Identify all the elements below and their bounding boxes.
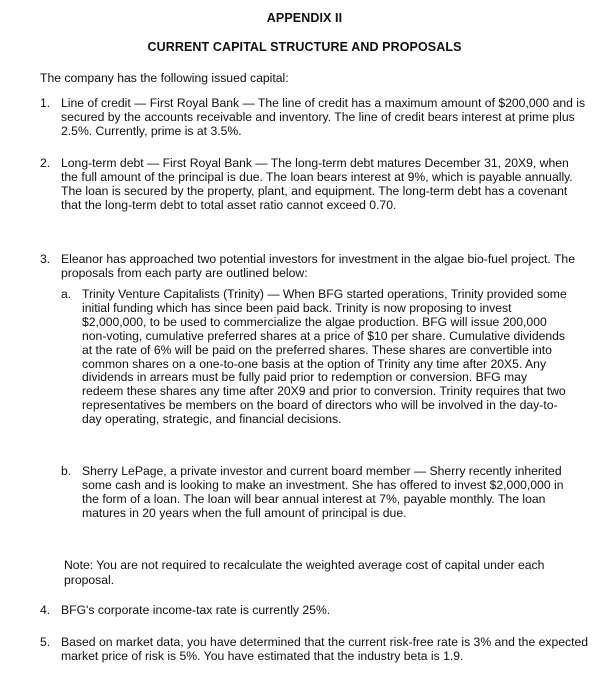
- appendix-subtitle: CURRENT CAPITAL STRUCTURE AND PROPOSALS: [147, 40, 462, 54]
- item-text: Eleanor has approached two potential investors for investment in the algae bio-fuel project. The proposals from each party are outlined below:: [61, 252, 575, 280]
- appendix-title: APPENDIX II: [266, 11, 343, 25]
- item-number: 1.: [40, 96, 51, 110]
- wacc-note: Note: You are not required to recalculate the weighted average cost of capital under each proposal.: [64, 558, 545, 587]
- item-number: 2.: [40, 156, 51, 170]
- subitem-label: b.: [61, 464, 72, 478]
- item-text: BFG's corporate income-tax rate is currently 25%.: [61, 603, 331, 617]
- subitem-label: a.: [61, 287, 72, 301]
- subitem-text: Sherry LePage, a private investor and current board member — Sherry recently inherited some cash and is looking to make an investment. She has offered to invest $2,000,000 in the form of a loan. The loan will bear annual interest at 7%, payable monthly. The loan matures in 20 years when the full amount of principal is due.: [82, 464, 564, 520]
- subitem-text: Trinity Venture Capitalists (Trinity) — When BFG started operations, Trinity provided some initial funding which has since been paid back. Trinity is now proposing to invest $2,000,000, to be used to commercialize the algae production. BFG will issue 200,000 non-voting, cumulative preferred shares at a price of $10 per share. Cumulative dividends at the rate of 6% will be paid on the preferred shares. These shares are convertible into common shares on a one-to-one basis at the option of Trinity any time after 20X5. Any dividends in arrears must be fully paid prior to redemption or conversion. BFG may redeem these shares any time after 20X9 and prior to conversion. Trinity requires that two representatives be members on the board of directors who will be involved in the day-to-day operating, strategic, and financial decisions.: [82, 287, 567, 427]
- intro-text: The company has the following issued capital:: [40, 71, 289, 85]
- item-number: 5.: [40, 635, 51, 649]
- item-text: Long-term debt — First Royal Bank — The long-term debt matures December 31, 20X9, when the full amount of the principal is due. The loan bears interest at 9%, which is payable annually. The loan is secured by the property, plant, and equipment. The long-term debt has a covenant that the long-term debt to total asset ratio cannot exceed 0.70.: [61, 156, 573, 212]
- item-text: Based on market data, you have determined that the current risk-free rate is 3% and the expected market price of risk is 5%. You have estimated that the industry beta is 1.9.: [61, 635, 589, 663]
- item-number: 3.: [40, 252, 51, 266]
- item-text: Line of credit — First Royal Bank — The line of credit has a maximum amount of $200,000 and is secured by the accounts receivable and inventory. The line of credit bears interest at prime plus 2.5%. Currently, prime is at 3.5%.: [61, 96, 586, 138]
- item-number: 4.: [40, 603, 51, 617]
